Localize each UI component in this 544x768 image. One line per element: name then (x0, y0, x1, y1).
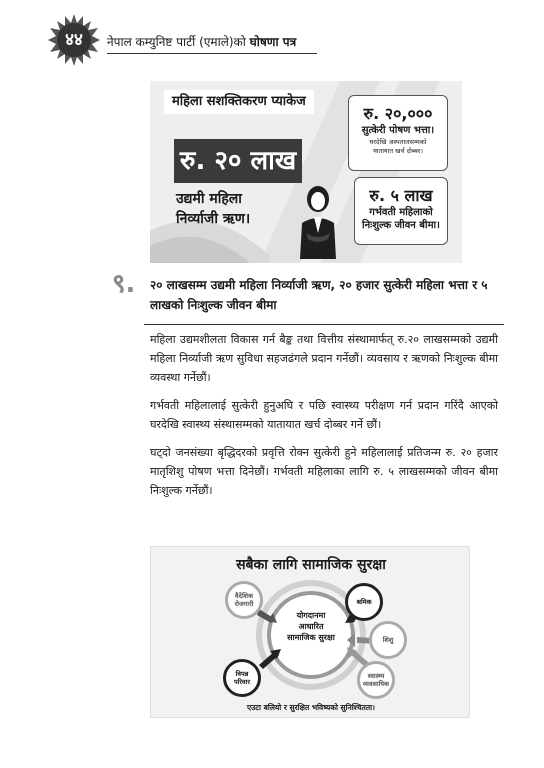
node-health-professional (357, 661, 395, 699)
node-poor-family (223, 659, 261, 697)
section-rule (144, 324, 504, 325)
node-foreign-employment (225, 581, 263, 619)
center-line-3: सामाजिक सुरक्षा (287, 633, 335, 642)
allowance-note-2: यातायात खर्च दोब्बर। (373, 147, 423, 155)
page-number: ४४ (65, 30, 83, 50)
page-number-badge (48, 14, 100, 66)
running-head-bold: घोषणा पत्र (249, 35, 297, 49)
loan-desc-line2: निर्व्याजी ऋण। (176, 211, 251, 227)
running-head-prefix: नेपाल कम्युनिष्ट पार्टी (एमाले)को (107, 35, 250, 49)
insurance-line-1: गर्भवती महिलाको (369, 207, 433, 218)
allowance-label: सुत्केरी पोषण भत्ता। (361, 125, 435, 136)
worker-label: श्रमिक (356, 598, 372, 606)
poor-line-1: विपन्न (235, 670, 249, 678)
node-worker (345, 583, 383, 621)
health-line-2: व्यवसायिक (362, 680, 390, 688)
loan-description (176, 189, 306, 229)
foreign-line-1: वैदेशिक (234, 592, 254, 600)
foreign-line-2: रोजगारी (234, 600, 254, 608)
insurance-line-2: निःशुल्क जीवन बीमा। (362, 220, 440, 231)
section-heading: २० लाखसम्म उद्यमी महिला निर्व्याजी ऋण, २० हजार सुत्केरी महिला भत्ता र ५ लाखको निःशुल्क जीवन बीमा (150, 278, 488, 312)
header-rule (107, 53, 317, 54)
life-insurance-card (354, 177, 448, 245)
running-head (107, 33, 296, 50)
infographic-title: महिला सशक्तिकरण प्याकेज (164, 90, 314, 114)
poor-line-2: परिवार (234, 678, 250, 686)
allowance-note-1: घरदेखि अस्पतालसम्मको (369, 138, 427, 146)
node-child (369, 621, 407, 659)
paragraph-1: महिला उद्यमशीलता विकास गर्न बैङ्क तथा वित्तीय संस्थामार्फत् रु.२० लाखसम्मको उद्यमी महिला निर्व्याजी ऋण सुविधा सहजढंगले प्रदान गर्नेछौं। व्यवसाय र ऋणको निःशुल्क बीमा व्यवस्था गर्नेछौं। (150, 333, 498, 384)
child-label: शिशु (382, 636, 394, 644)
loan-desc-line1: उद्यमी महिला (176, 191, 242, 207)
businesswoman-icon (292, 185, 344, 259)
insurance-amount: रु. ५ लाख (369, 186, 433, 205)
maternity-allowance-card (348, 95, 448, 171)
infographic-caption: एउटा बलियो र सुरक्षित भविष्यको सुनिश्चितता। (247, 703, 375, 712)
social-security-infographic (150, 546, 470, 718)
center-line-2: आधारित (298, 622, 324, 631)
loan-amount: रु. २० लाख (174, 139, 302, 183)
health-line-1: स्वास्थ्य (367, 672, 385, 680)
women-empowerment-infographic (150, 81, 462, 263)
paragraph-3: घट्दो जनसंख्या बृद्धिदरको प्रवृत्ति रोक्न सुत्केरी हुने महिलालाई प्रतिजन्म रु. २० हजार मातृशिशु पोषण भत्ता दिनेछौं। गर्भवती महिलाका लागि रु. ५ लाखसम्मको जीवन बीमा निःशुल्क गर्नेछौं। (150, 446, 498, 497)
center-label (268, 610, 354, 643)
center-line-1: योगदानमा (296, 611, 326, 620)
section-number: ९. (112, 269, 136, 299)
allowance-amount: रु. २०,००० (363, 104, 433, 123)
paragraph-2: गर्भवती महिलालाई सुत्केरी हुनुअघि र पछि स्वास्थ्य परीक्षण गर्न प्रदान गरिंदै आएको घरदेखि स्वास्थ्य संस्थासम्मको यातायात खर्च दोब्बर गर्ने छौं। (150, 399, 498, 431)
social-security-title: सबैका लागि सामाजिक सुरक्षा (236, 557, 386, 573)
